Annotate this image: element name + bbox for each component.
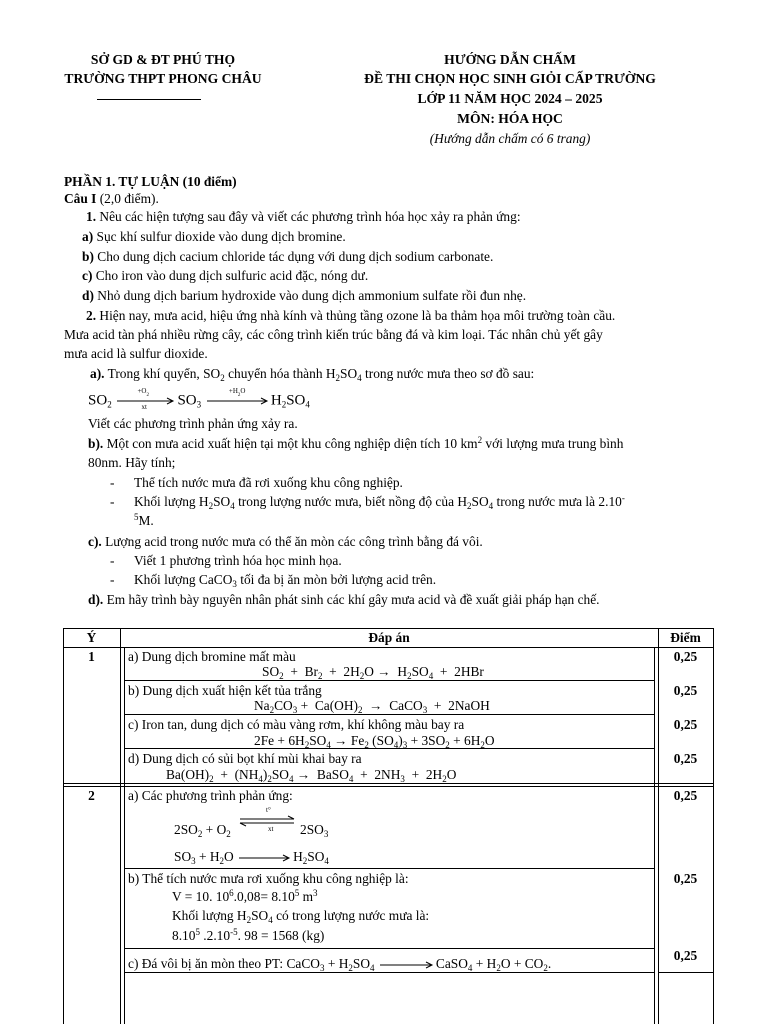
answer-2b-mass-label: Khối lượng $H_2SO_4$ có trong lượng nước mưa là: [172, 908, 430, 925]
q1-write-equations: Viết các phương trình phản ứng xảy ra. [88, 416, 298, 431]
answer-2b-mass-value: 8.10$^5$ $.2.10^{-5}$. 98 = 1568 (kg) [172, 927, 325, 943]
q1-item1-a: a) Sục khí sulfur dioxide vào dung dịch bromine. [82, 229, 346, 244]
q1-item2-b-bullet2-cont: $^5$M. [134, 512, 154, 528]
table-row-number-2: 2 [88, 788, 95, 803]
arrow-right-icon: $+H_2O$ [205, 389, 271, 413]
bullet-dash: - [110, 553, 115, 568]
score-1c: 0,25 [673, 717, 698, 732]
arrow-right-icon [378, 958, 436, 972]
table-header-points: Điểm [670, 630, 701, 645]
question-1-heading: Câu I (2,0 điểm). [64, 191, 159, 206]
score-1a: 0,25 [673, 649, 698, 664]
answer-2b-volume: V = 10. $10^6.0,08= 8.10^5$ $m^3$ [172, 888, 318, 904]
answer-2b-text: b) Thể tích nước mưa rơi xuống khu công nghiệp là: [128, 871, 409, 886]
q1-item2-b-bullet1: Thể tích nước mưa đã rơi xuống khu công nghiệp. [134, 475, 403, 490]
header-underline [97, 99, 201, 100]
score-2c: 0,25 [673, 948, 698, 963]
q1-item2-b-line2: 80nm. Hãy tính; [88, 455, 176, 470]
score-1d: 0,25 [673, 751, 698, 766]
q1-item1-c: c) Cho iron vào dung dịch sulfuric acid đặc, nóng dư. [82, 268, 369, 283]
q1-item2-b: b). Một con mưa acid xuất hiện tại một khu công nghiệp diện tích 10 $km^2$ với lượng mưa trung bình [88, 435, 624, 451]
answer-1b-text: b) Dung dịch xuất hiện kết tủa trắng [128, 683, 322, 698]
header-grade-year: LỚP 11 NĂM HỌC 2024 – 2025 [417, 91, 603, 106]
bullet-dash: - [110, 572, 115, 587]
q1-item1-b: b) Cho dung dịch cacium chloride tác dụng với dung dịch sodium carbonate. [82, 249, 494, 264]
q1-item1-d: d) Nhỏ dung dịch barium hydroxide vào dung dịch ammonium sulfate rồi đun nhẹ. [82, 288, 527, 303]
answer-2a-equation1: $2SO_2 + O_2$ [174, 822, 231, 839]
score-1b: 0,25 [673, 683, 698, 698]
equilibrium-arrow-icon: t° xt [236, 806, 298, 836]
header-subject: MÔN: HÓA HỌC [457, 111, 563, 126]
answer-2c-text: c) Đá vôi bị ăn mòn theo PT: CaCO$_3$ + $H_2SO_4$ CaSO$_4$ + $H_2O + CO_2$. [128, 956, 552, 973]
answer-1d-text: d) Dung dịch có sủi bọt khí mùi khai bay ra [128, 751, 362, 766]
bullet-dash: - [110, 475, 115, 490]
q1-item2-d: d). Em hãy trình bày nguyên nhân phát sinh các khí gây mưa acid và đề xuất giải pháp hạn chế. [88, 592, 600, 607]
answer-2a-text: a) Các phương trình phản ứng: [128, 788, 293, 803]
answer-2a-equation2: $SO_3 + H_2O$ $H_2SO_4$ [174, 849, 329, 866]
score-2b: 0,25 [673, 871, 698, 886]
q1-item2-line1: 2. Hiện nay, mưa acid, hiệu ứng nhà kính và thủng tầng ozone là ba thảm họa môi trường toàn cầu. [86, 308, 616, 323]
answer-2a-equation1-product: $2SO_3$ [300, 822, 329, 839]
table-row-number-1: 1 [88, 649, 95, 664]
part1-title: PHẦN 1. TỰ LUẬN (10 điểm) [64, 174, 237, 189]
table-header-answer: Đáp án [368, 630, 410, 645]
table-header-y: Ý [86, 630, 97, 645]
q1-item2-c: c). Lượng acid trong nước mưa có thể ăn mòn các công trình bằng đá vôi. [88, 534, 483, 549]
answer-1c-equation: $2Fe + 6H_2SO_4 \to Fe_2$ $(SO_4)_3 + 3SO_2 + 6H_2O$ [254, 733, 495, 750]
header-page-count: (Hướng dẫn chấm có 6 trang) [429, 131, 591, 146]
answer-1b-equation: $Na_2CO_3 + Ca(OH)_2$ → CaCO$_3$ + 2NaOH [254, 698, 490, 715]
score-2a: 0,25 [673, 788, 698, 803]
header-exam-name: ĐỀ THI CHỌN HỌC SINH GIỎI CẤP TRƯỜNG [364, 71, 656, 86]
bullet-dash: - [110, 494, 115, 509]
header-department: SỞ GD & ĐT PHÚ THỌ [90, 52, 236, 67]
q1-item1: 1. Nêu các hiện tượng sau đây và viết các phương trình hóa học xảy ra phản ứng: [86, 209, 521, 224]
header-school: TRƯỜNG THPT PHONG CHÂU [64, 71, 262, 86]
q1-item2-line2: Mưa acid tàn phá nhiều rừng cây, các công trình kiến trúc bằng đá và kim loại. Tác nhân chủ yết gây [64, 327, 603, 342]
answer-1d-equation: $Ba(OH)_2 + (NH_4)_2SO_4$ → BaSO$_4$ + $2NH_3 + 2H_2O$ [166, 767, 457, 784]
answer-1c-text: c) Iron tan, dung dịch có màu vàng rơm, khí không màu bay ra [128, 717, 465, 732]
answer-1a-equation: $SO_2 + Br_2 + 2H_2O \to H_2SO_4 + 2HBr$ [262, 664, 484, 681]
q1-item2-c-bullet1: Viết 1 phương trình hóa học minh họa. [134, 553, 342, 568]
q1-item2-c-bullet2: Khối lượng CaCO$_3$ tối đa bị ăn mòn bởi lượng acid trên. [134, 572, 437, 589]
q1-item2-line3: mưa acid là sulfur dioxide. [64, 346, 208, 361]
header-title: HƯỚNG DẪN CHẤM [444, 52, 576, 67]
arrow-right-icon: $+O_2$ xt [115, 389, 177, 413]
answer-1a-text: a) Dung dịch bromine mất màu [128, 649, 296, 664]
arrow-right-icon [237, 851, 293, 865]
q1-item2-a: a). Trong khí quyển, $SO_2$ chuyển hóa thành $H_2SO_4$ trong nước mưa theo sơ đồ sau: [90, 366, 535, 383]
q1-item2-b-bullet2: Khối lượng $H_2SO_4$ trong lượng nước mưa, biết nồng độ của $H_2SO_4$ trong nước mưa là 2.10- [134, 493, 625, 511]
reaction-scheme: $SO_2$ $+O_2$ xt $SO_3$ $+H_2O$ $H_2SO_4$ [88, 387, 310, 411]
